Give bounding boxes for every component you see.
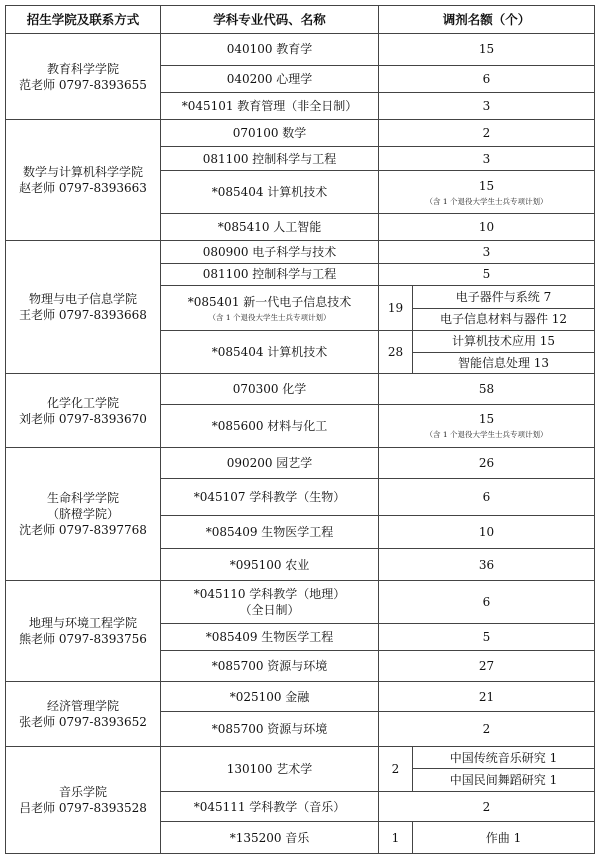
- college-contact: 赵老师 0797-8393663: [19, 181, 147, 196]
- table-row: [6, 374, 595, 405]
- major-quota: 10: [379, 214, 595, 241]
- major-name: *085600 材料与化工: [161, 404, 379, 447]
- major-name-cell: [161, 286, 379, 331]
- direction-quota: 智能信息处理 13: [413, 352, 595, 374]
- header-college: 招生学院及联系方式: [6, 6, 161, 34]
- header-row: [6, 6, 595, 34]
- college-name: 生命科学学院: [46, 491, 119, 506]
- college-cell: [6, 34, 161, 120]
- direction-quota: 中国民间舞蹈研究 1: [413, 768, 595, 792]
- major-name: 130100 艺术学: [161, 747, 379, 792]
- direction-quota: 电子信息材料与器件 12: [413, 308, 595, 331]
- major-quota: 5: [379, 624, 595, 651]
- college-cell: [6, 120, 161, 241]
- major-quota: 3: [379, 93, 595, 120]
- major-name: *085404 计算机技术: [161, 331, 379, 374]
- college-cell: [6, 681, 161, 747]
- major-quota-cell: [379, 404, 595, 447]
- major-name: *045101 教育管理（非全日制）: [161, 93, 379, 120]
- major-quota: 6: [379, 478, 595, 515]
- college-subname: （脐橙学院）: [46, 507, 119, 522]
- major-name-cell: [161, 581, 379, 624]
- header-major: 学科专业代码、名称: [161, 6, 379, 34]
- major-quota: 2: [379, 120, 595, 147]
- major-quota: 26: [379, 448, 595, 479]
- major-quota: 15: [478, 178, 495, 193]
- major-name: *085404 计算机技术: [161, 171, 379, 214]
- table-row: [6, 34, 595, 66]
- major-name: *085700 资源与环境: [161, 712, 379, 747]
- major-name: *085410 人工智能: [161, 214, 379, 241]
- major-quota: 3: [379, 146, 595, 171]
- major-quota: 58: [379, 374, 595, 405]
- major-quota: 21: [379, 681, 595, 712]
- college-name: 地理与环境工程学院: [28, 615, 137, 630]
- college-cell: [6, 374, 161, 448]
- major-quota: 15: [478, 412, 495, 427]
- direction-quota: 计算机技术应用 15: [413, 331, 595, 353]
- major-name: *095100 农业: [161, 549, 379, 581]
- college-contact: 熊老师 0797-8393756: [19, 631, 147, 646]
- college-name: 物理与电子信息学院: [28, 292, 137, 307]
- major-quota: 27: [379, 650, 595, 681]
- major-name: 081100 控制科学与工程: [161, 263, 379, 286]
- college-contact: 王老师 0797-8393668: [19, 308, 147, 323]
- major-quota: 10: [379, 515, 595, 549]
- major-total: 1: [379, 822, 413, 854]
- quota-note: （含 1 个退役大学生士兵专项计划）: [425, 196, 548, 206]
- major-name: 080900 电子科学与技术: [161, 241, 379, 264]
- table-row: [6, 120, 595, 147]
- college-name: 经济管理学院: [46, 698, 119, 713]
- major-quota: 5: [379, 263, 595, 286]
- table-row: [6, 581, 595, 624]
- college-contact: 范老师 0797-8393655: [19, 77, 147, 92]
- major-quota: 6: [379, 65, 595, 93]
- major-note: （含 1 个退役大学生士兵专项计划）: [208, 312, 331, 322]
- table-row: [6, 681, 595, 712]
- major-name: *135200 音乐: [161, 822, 379, 854]
- major-total: 19: [379, 286, 413, 331]
- college-cell: [6, 448, 161, 581]
- college-cell: [6, 747, 161, 854]
- college-name: 数学与计算机科学学院: [22, 165, 143, 180]
- major-name: *045111 学科教学（音乐）: [161, 792, 379, 822]
- major-name: 081100 控制科学与工程: [161, 146, 379, 171]
- major-quota: 6: [379, 581, 595, 624]
- college-cell: [6, 581, 161, 681]
- table-row: [6, 241, 595, 264]
- major-total: 2: [379, 747, 413, 792]
- major-name: 040200 心理学: [161, 65, 379, 93]
- major-quota: 2: [379, 712, 595, 747]
- college-contact: 刘老师 0797-8393670: [19, 411, 147, 426]
- major-quota: 15: [379, 34, 595, 66]
- major-quota: 2: [379, 792, 595, 822]
- direction-quota: 电子器件与系统 7: [413, 286, 595, 309]
- college-cell: [6, 241, 161, 374]
- quota-note: （含 1 个退役大学生士兵专项计划）: [425, 430, 548, 440]
- major-name: 090200 园艺学: [161, 448, 379, 479]
- direction-quota: 作曲 1: [413, 822, 595, 854]
- college-contact: 沈老师 0797-8397768: [19, 523, 147, 538]
- adjustment-quota-table: [5, 5, 595, 854]
- major-total: 28: [379, 331, 413, 374]
- major-name: *025100 金融: [161, 681, 379, 712]
- major-name: *085409 生物医学工程: [161, 624, 379, 651]
- major-name: 040100 教育学: [161, 34, 379, 66]
- major-name: 070100 数学: [161, 120, 379, 147]
- direction-quota: 中国传统音乐研究 1: [413, 747, 595, 769]
- major-name-suffix: （全日制）: [239, 603, 300, 618]
- header-quota: 调剂名额（个）: [379, 6, 595, 34]
- major-name: *045110 学科教学（地理）: [193, 587, 346, 602]
- college-name: 化学化工学院: [46, 395, 119, 410]
- college-contact: 吕老师 0797-8393528: [19, 801, 147, 816]
- college-contact: 张老师 0797-8393652: [19, 714, 147, 729]
- major-quota-cell: [379, 171, 595, 214]
- table-row: [6, 448, 595, 479]
- table-row: [6, 747, 595, 769]
- major-name: *085409 生物医学工程: [161, 515, 379, 549]
- major-quota: 3: [379, 241, 595, 264]
- major-name: *045107 学科教学（生物）: [161, 478, 379, 515]
- college-name: 教育科学学院: [46, 61, 119, 76]
- major-name: *085401 新一代电子信息技术: [187, 294, 352, 309]
- major-quota: 36: [379, 549, 595, 581]
- major-name: *085700 资源与环境: [161, 650, 379, 681]
- college-name: 音乐学院: [58, 785, 107, 800]
- major-name: 070300 化学: [161, 374, 379, 405]
